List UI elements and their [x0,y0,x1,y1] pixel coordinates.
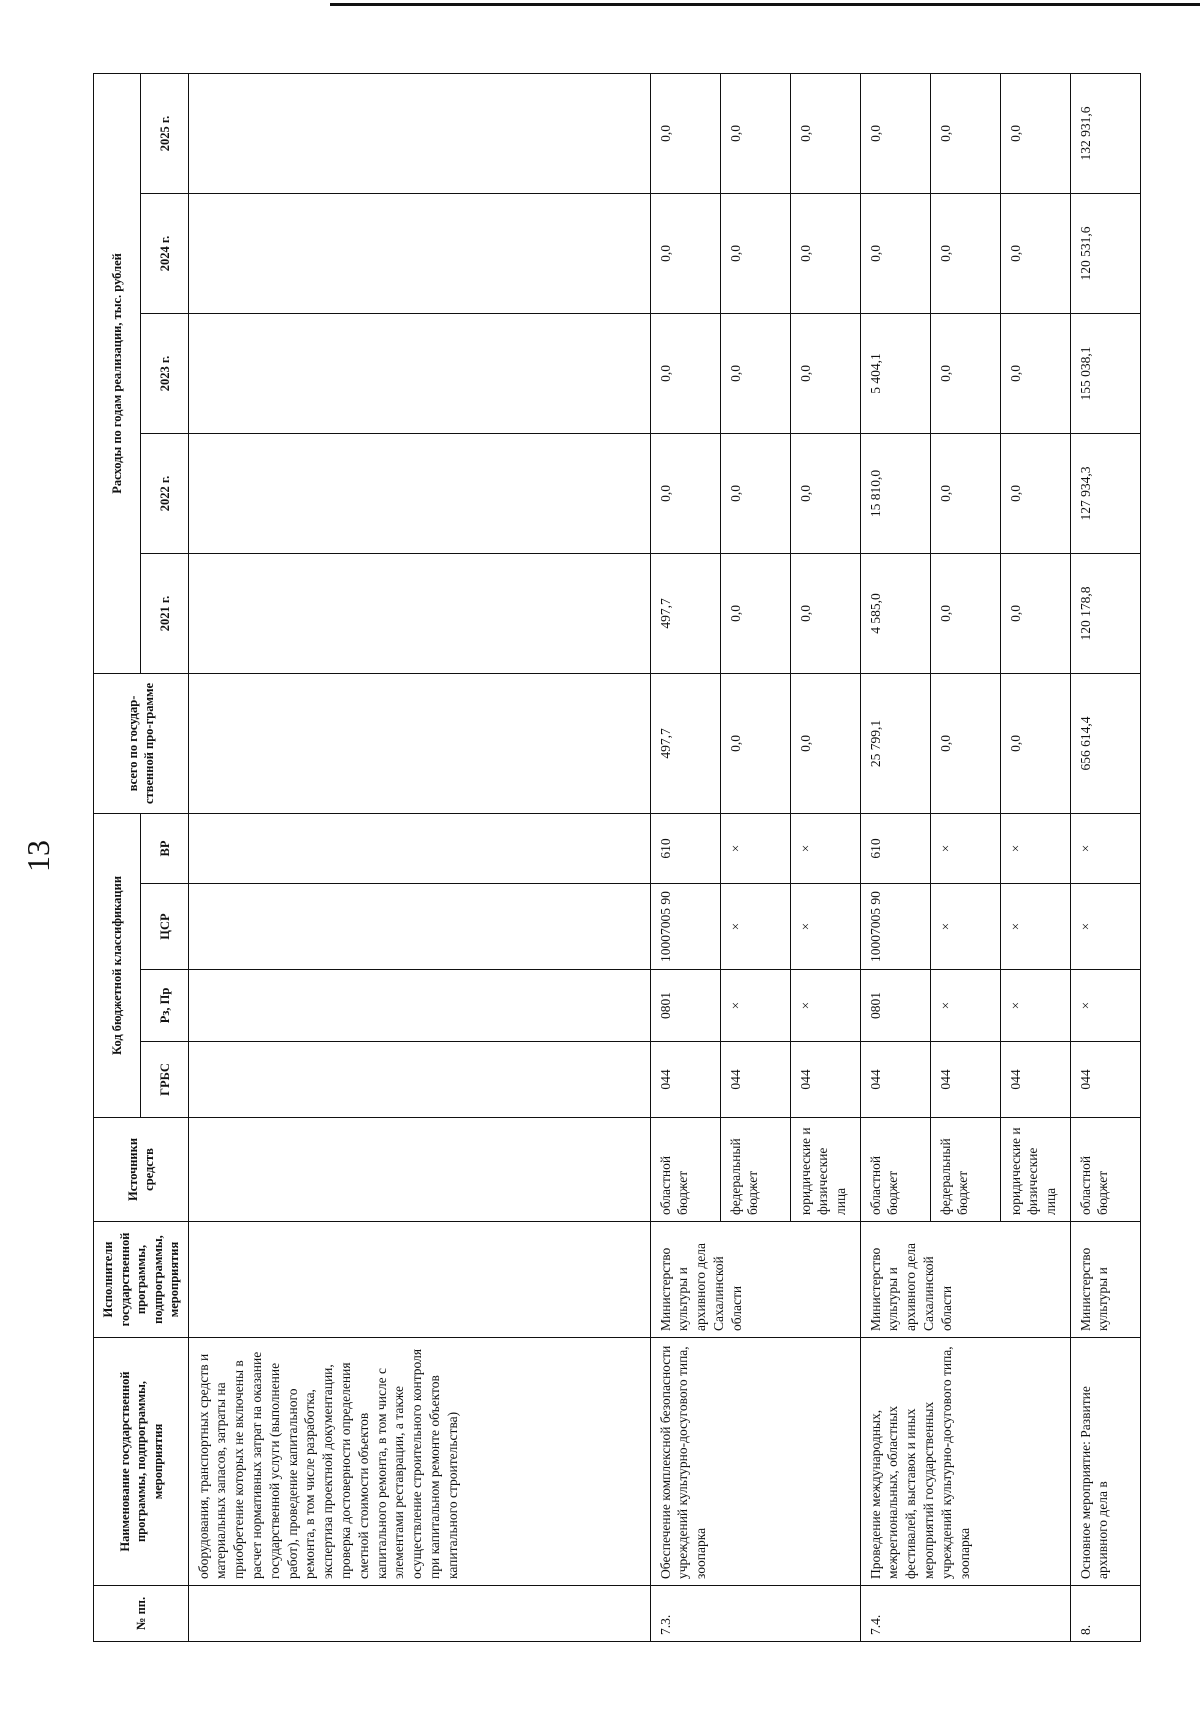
row-2023: 0,0 [1000,313,1070,433]
row-executor: Министерство культуры и архивного дела Сахалинской области [860,1222,1070,1338]
header-rpr: Рз, Пр [141,970,188,1042]
row-2025: 0,0 [720,73,790,193]
page-number: 13 [20,840,56,872]
row-2024: 0,0 [1000,193,1070,313]
header-source: Источники средств [94,1118,189,1222]
row-source: юридические и физические лица [790,1118,860,1222]
row-rpr: × [720,970,790,1042]
row-2022: 0,0 [720,433,790,553]
row-csr: × [720,884,790,970]
row-2025: 0,0 [860,73,930,193]
row-grbs: 044 [720,1042,790,1118]
header-vr: ВР [141,813,188,883]
header-2024: 2024 г. [141,193,188,313]
row-total: 0,0 [1000,673,1070,813]
row-2023: 0,0 [930,313,1000,433]
header-total: всего по государ-ственной про-грамме [94,673,189,813]
row-2025: 0,0 [930,73,1000,193]
row-vr: × [720,813,790,883]
row-executor: Министерство культуры и [1070,1222,1140,1338]
header-csr: ЦСР [141,884,188,970]
header-2025: 2025 г. [141,73,188,193]
row-2024: 0,0 [720,193,790,313]
row-2024: 0,0 [930,193,1000,313]
row-total: 0,0 [790,673,860,813]
row-rpr: 0801 [860,970,930,1042]
row-2022: 0,0 [790,433,860,553]
row-2024: 120 531,6 [1070,193,1140,313]
row-name: Основное мероприятие: Развитие архивного дела в [1070,1338,1140,1586]
cont-empty [188,313,650,433]
row-grbs: 044 [790,1042,860,1118]
row-executor: Министерство культуры и архивного дела Сахалинской области [650,1222,860,1338]
row-grbs: 044 [930,1042,1000,1118]
row-number: 7.4. [860,1586,1070,1642]
row-vr: × [790,813,860,883]
row-2023: 0,0 [650,313,720,433]
header-no: № пп. [94,1586,189,1642]
row-2021: 0,0 [1000,553,1070,673]
row-csr: 10007005 90 [650,884,720,970]
row-2022: 127 934,3 [1070,433,1140,553]
header-grbs: ГРБС [141,1042,188,1118]
budget-table [93,73,1141,1642]
cont-empty [188,1222,650,1338]
header-name: Наименование государственной программы, подпрограммы, мероприятия [94,1338,189,1586]
header-expenses: Расходы по годам реализации, тыс. рублей [94,73,141,673]
row-2021: 4 585,0 [860,553,930,673]
row-2022: 0,0 [650,433,720,553]
row-rpr: × [1070,970,1140,1042]
cont-no [188,1586,650,1642]
header-budget-code: Код бюджетной классификации [94,813,141,1117]
row-source: федеральный бюджет [930,1118,1000,1222]
row-grbs: 044 [860,1042,930,1118]
row-2023: 5 404,1 [860,313,930,433]
continuation-text: оборудования, транспортных средств и материальных запасов, затраты на приобретение которых не включены в расчет нормативных затрат на оказание государственной услуги (выполнение работ), проведение капитального ремонта, в том числе разработка, экспертиза проектной документации, проверка достоверности определения сметной стоимости объектов капитального ремонта, в том числе с элементами реставрации, а также осуществление строительного контроля при капитальном ремонте объектов капитального строительства) [188,1338,650,1586]
cont-empty [188,433,650,553]
row-total: 0,0 [720,673,790,813]
row-number: 8. [1070,1586,1140,1642]
cont-empty [188,1118,650,1222]
row-2021: 120 178,8 [1070,553,1140,673]
cont-empty [188,193,650,313]
row-2022: 0,0 [930,433,1000,553]
row-source: федеральный бюджет [720,1118,790,1222]
row-number: 7.3. [650,1586,860,1642]
row-2023: 0,0 [720,313,790,433]
row-total: 0,0 [930,673,1000,813]
row-total: 497,7 [650,673,720,813]
row-2021: 0,0 [930,553,1000,673]
table-row-7-3-line-1 [650,73,720,1641]
row-source: областной бюджет [650,1118,720,1222]
row-csr: × [790,884,860,970]
row-total: 25 799,1 [860,673,930,813]
row-rpr: × [930,970,1000,1042]
row-2024: 0,0 [790,193,860,313]
header-2023: 2023 г. [141,313,188,433]
row-csr: 10007005 90 [860,884,930,970]
row-2021: 0,0 [720,553,790,673]
row-csr: × [1070,884,1140,970]
cont-empty [188,884,650,970]
row-grbs: 044 [1000,1042,1070,1118]
table-row-7-4-line-1 [860,73,930,1641]
row-rpr: × [1000,970,1070,1042]
row-vr: 610 [860,813,930,883]
row-grbs: 044 [1070,1042,1140,1118]
cont-empty [188,73,650,193]
cont-empty [188,813,650,883]
cont-empty [188,1042,650,1118]
row-csr: × [930,884,1000,970]
header-2021: 2021 г. [141,553,188,673]
row-vr: × [930,813,1000,883]
row-source: юридические и физические лица [1000,1118,1070,1222]
row-2025: 132 931,6 [1070,73,1140,193]
row-2022: 15 810,0 [860,433,930,553]
row-2025: 0,0 [650,73,720,193]
row-2021: 0,0 [790,553,860,673]
row-source: областной бюджет [860,1118,930,1222]
header-2022: 2022 г. [141,433,188,553]
row-source: областной бюджет [1070,1118,1140,1222]
header-executor: Исполнители государственной программы, подпрограммы, мероприятия [94,1222,189,1338]
row-vr: × [1070,813,1140,883]
row-vr: 610 [650,813,720,883]
row-2024: 0,0 [860,193,930,313]
row-name: Обеспечение комплексной безопасности учреждений культурно-досугового типа, зоопарка [650,1338,860,1586]
row-name: Проведение международных, межрегиональных, областных фестивалей, выставок и иных мероприятий государственных учреждений культурно-досугового типа, зоопарка [860,1338,1070,1586]
row-2023: 155 038,1 [1070,313,1140,433]
row-rpr: × [790,970,860,1042]
header-row-top [94,73,141,1641]
cont-empty [188,970,650,1042]
row-2025: 0,0 [1000,73,1070,193]
row-2022: 0,0 [1000,433,1070,553]
continuation-row [188,73,650,1641]
row-csr: × [1000,884,1070,970]
row-rpr: 0801 [650,970,720,1042]
cont-empty [188,673,650,813]
row-total: 656 614,4 [1070,673,1140,813]
row-2023: 0,0 [790,313,860,433]
table-row-8-line-1 [1070,73,1140,1641]
row-2021: 497,7 [650,553,720,673]
cont-empty [188,553,650,673]
row-2024: 0,0 [650,193,720,313]
row-vr: × [1000,813,1070,883]
row-grbs: 044 [650,1042,720,1118]
row-2025: 0,0 [790,73,860,193]
